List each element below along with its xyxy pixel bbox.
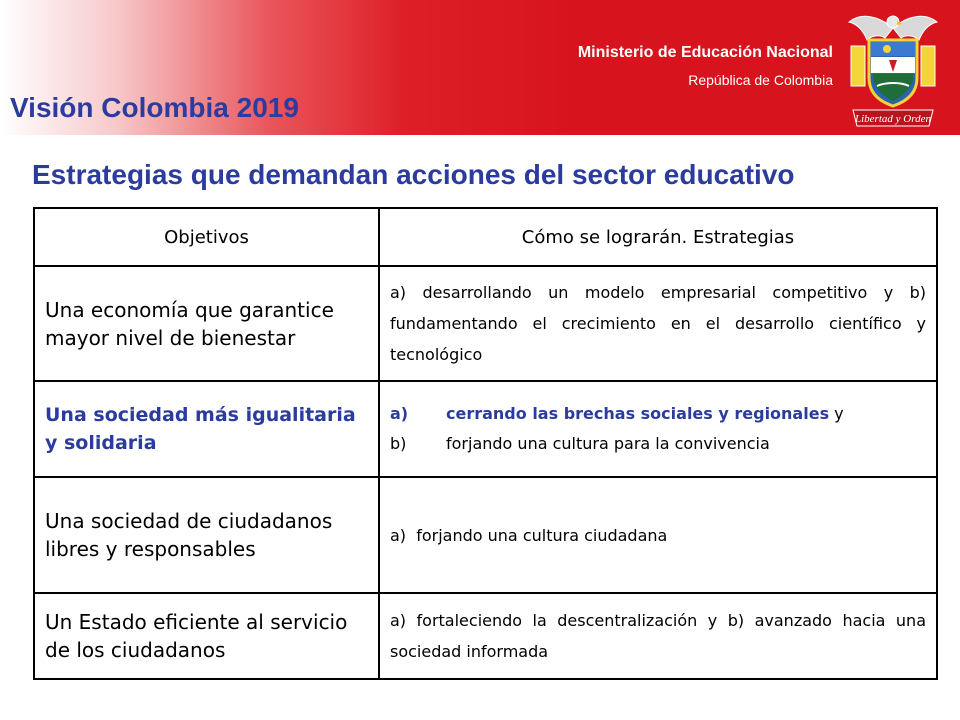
- list-text: forjando una cultura para la convivencia: [446, 434, 770, 453]
- ministry-name: Ministerio de Educación Nacional: [577, 44, 833, 61]
- strategy-cell: a) forjando una cultura ciudadana: [379, 477, 937, 593]
- republic-name: República de Colombia: [688, 72, 833, 88]
- objective-cell: Una sociedad de ciudadanos libres y responsables: [34, 477, 379, 593]
- list-item: [390, 433, 926, 455]
- table-row: [34, 381, 937, 477]
- list-marker: a): [390, 404, 409, 423]
- strategy-cell: a) desarrollando un modelo empresarial competitivo y b) fundamentando el crecimiento en el desarrollo científico y tecnológico: [379, 266, 937, 381]
- colombia-coat-of-arms-icon: [843, 6, 943, 130]
- header-objectives: Objetivos: [34, 208, 379, 266]
- strategy-cell: a) fortaleciendo la descentralización y b) avanzado hacia una sociedad informada: [379, 593, 937, 679]
- list-text: cerrando las brechas sociales y regionales y: [446, 404, 844, 423]
- page-title: Visión Colombia 2019: [10, 92, 299, 123]
- header-strategies: Cómo se lograrán. Estrategias: [379, 208, 937, 266]
- table-row: [34, 477, 937, 593]
- objective-cell: Una economía que garantice mayor nivel de bienestar: [34, 266, 379, 381]
- emblem-motto: Libertad y Orden: [855, 113, 931, 125]
- strategies-table: [33, 207, 938, 680]
- list-item: [390, 403, 926, 425]
- page-subtitle: Estrategias que demandan acciones del sector educativo: [32, 159, 795, 190]
- objective-cell: Una sociedad más igualitaria y solidaria: [34, 381, 379, 477]
- strategy-cell: [379, 381, 937, 477]
- table-header-row: [34, 208, 937, 266]
- list-marker: b): [390, 434, 407, 453]
- table-row: [34, 266, 937, 381]
- table-row: [34, 593, 937, 679]
- objective-cell: Un Estado eficiente al servicio de los ciudadanos: [34, 593, 379, 679]
